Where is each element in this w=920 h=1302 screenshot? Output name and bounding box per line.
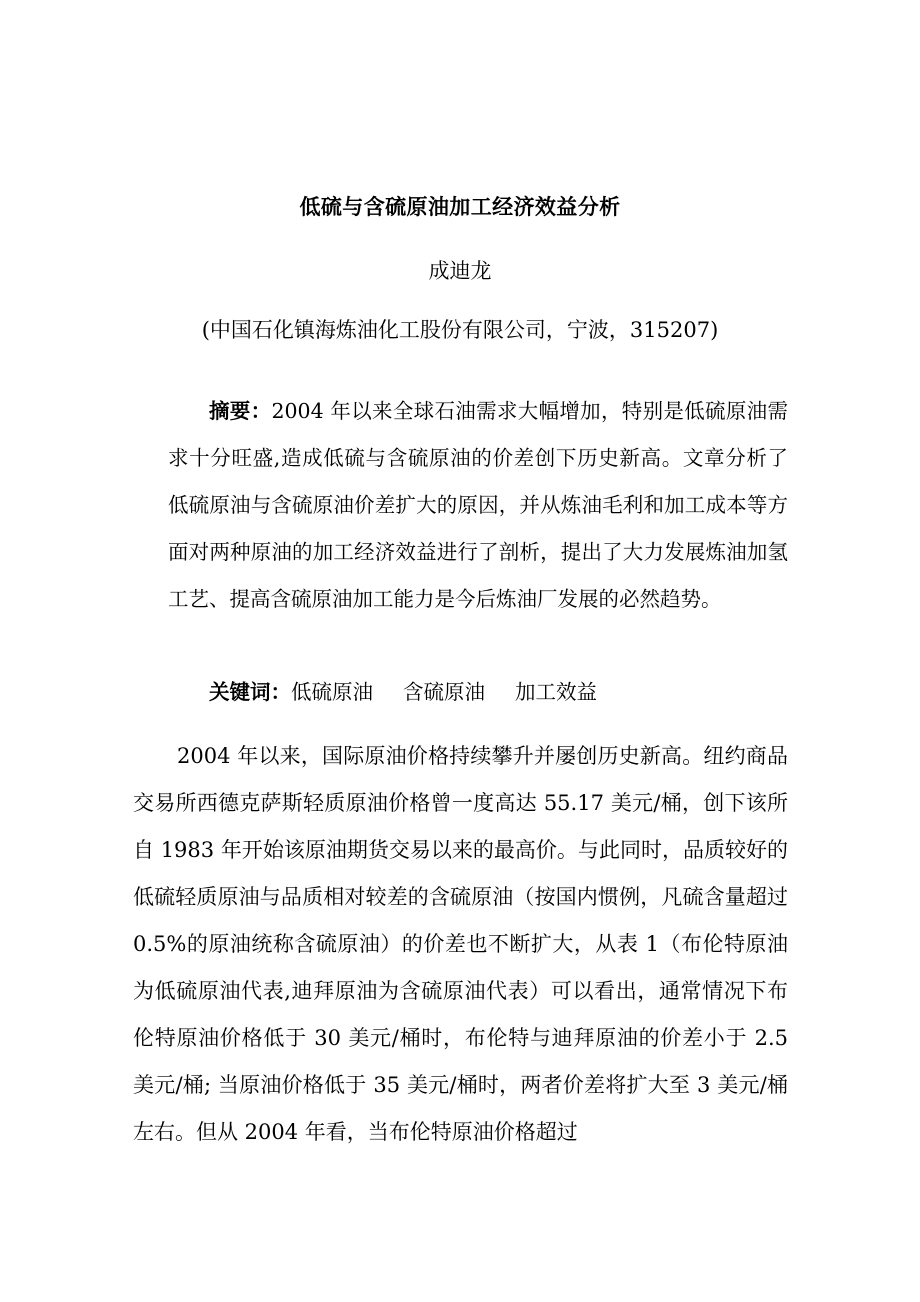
- abstract-paragraph: [168, 388, 788, 623]
- body-section: [133, 733, 788, 1156]
- abstract-text: 2004 年以来全球石油需求大幅增加，特别是低硫原油需求十分旺盛,造成低硫与含硫原油的价差创下历史新高。文章分析了低硫原油与含硫原油价差扩大的原因，并从炼油毛利和加工成本等方面对两种原油的加工经济效益进行了剖析，提出了大力发展炼油加氢工艺、提高含硫原油加工能力是今后炼油厂发展的必然趋势。: [168, 399, 788, 611]
- page-title: 低硫与含硫原油加工经济效益分析: [299, 195, 621, 220]
- abstract-label: 摘要：: [209, 399, 272, 423]
- keyword-item-1: 低硫原油: [291, 680, 373, 704]
- abstract-section: [168, 388, 788, 623]
- author-name: 成迪龙: [428, 259, 492, 283]
- keywords-label: 关键词：: [209, 680, 291, 704]
- body-paragraph-1: 2004 年以来，国际原油价格持续攀升并屡创历史新高。纽约商品交易所西德克萨斯轻质原油价格曾一度高达 55.17 美元/桶，创下该所自 1983 年开始该原油期货交易以来的最高价。与此同时，品质较好的低硫轻质原油与品质相对较差的含硫原油（按国内惯例，凡硫含量超过 0.5%的原油统称含硫原油）的价差也不断扩大，从表 1（布伦特原油为低硫原油代表,迪拜原油为含硫原油代表）可以看出，通常情况下布伦特原油价格低于 30 美元/桶时，布伦特与迪拜原油的价差小于 2.5 美元/桶; 当原油价格低于 35 美元/桶时，两者价差将扩大至 3 美元/桶左右。但从 2004 年看，当布伦特原油价格超过: [133, 744, 788, 1144]
- keyword-item-2: 含硫原油: [403, 680, 485, 704]
- author-affiliation: (中国石化镇海炼油化工股份有限公司，宁波，315207): [201, 318, 719, 342]
- keywords-section: [168, 672, 788, 712]
- keyword-item-3: 加工效益: [515, 680, 597, 704]
